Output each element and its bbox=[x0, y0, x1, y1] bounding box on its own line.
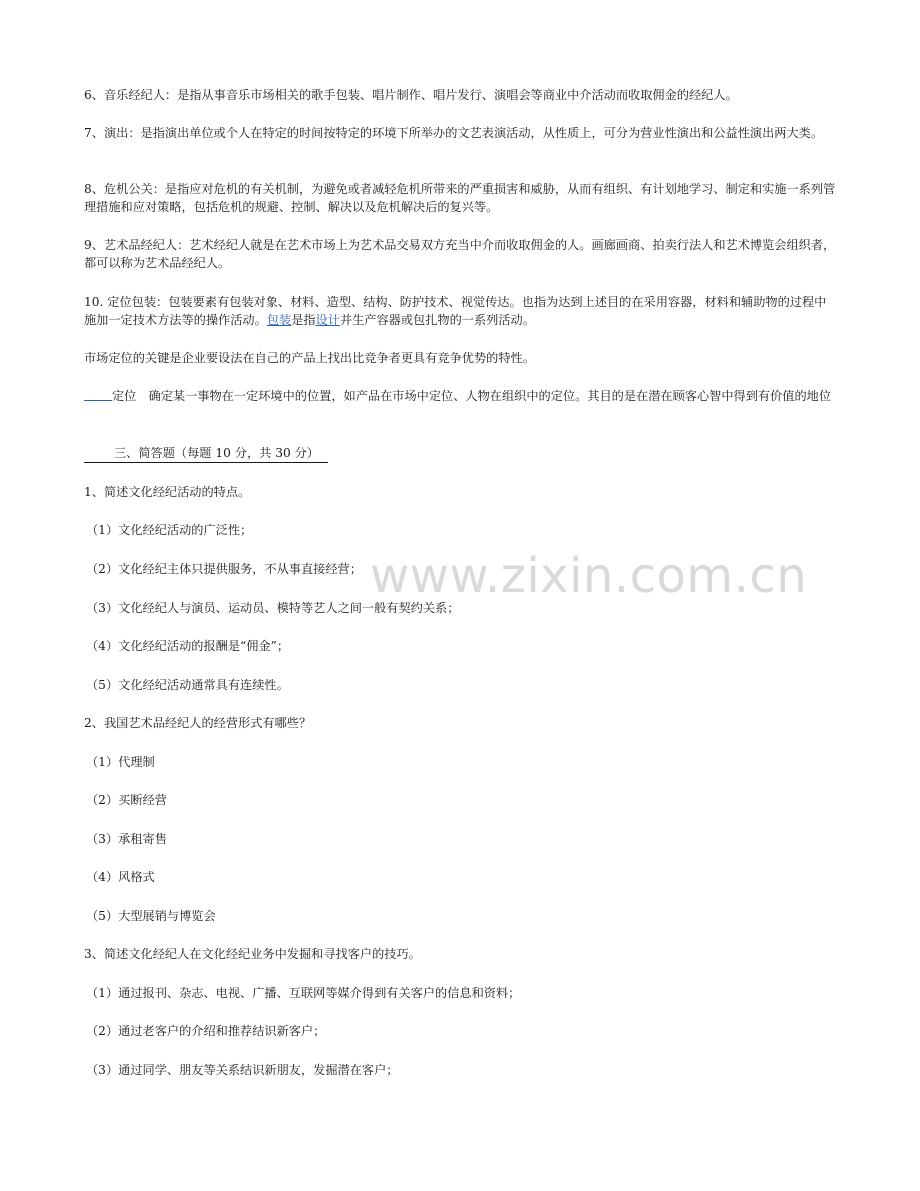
question-3-answer-2: （2）通过老客户的介绍和推荐结识新客户； bbox=[86, 1024, 326, 1038]
positioning-definition bbox=[84, 387, 836, 405]
question-1-answer-1: （1）文化经纪活动的广泛性； bbox=[86, 523, 253, 537]
question-3-answer-3: （3）通过同学、朋友等关系结识新朋友，发掘潜在客户； bbox=[86, 1063, 399, 1077]
definition-10 bbox=[84, 293, 836, 329]
definition-10-mid: 是指 bbox=[291, 313, 316, 327]
watermark: www.zixin.com.cn bbox=[370, 548, 808, 604]
positioning-text: 定位 确定某一事物在一定环境中的位置，如产品在市场中定位、人物在组织中的定位。其目的是在潜在顾客心智中得到有价值的地位 bbox=[112, 389, 832, 403]
question-2-answer-2: （2）买断经营 bbox=[86, 793, 167, 807]
question-3-answer-1: （1）通过报刊、杂志、电视、广播、互联网等媒介得到有关客户的信息和资料； bbox=[86, 986, 521, 1000]
question-1-answer-4: （4）文化经纪活动的报酬是“佣金”； bbox=[86, 639, 290, 653]
market-positioning-text: 市场定位的关键是企业要设法在自己的产品上找出比竞争者更具有竞争优势的特性。 bbox=[84, 351, 535, 365]
question-2-answer-4: （4）风格式 bbox=[86, 870, 155, 884]
question-1-title: 1、简述文化经纪活动的特点。 bbox=[84, 485, 251, 499]
definition-10-post: 并生产容器或包扎物的一系列活动。 bbox=[339, 313, 535, 327]
question-2-title: 2、我国艺术品经纪人的经营形式有哪些？ bbox=[84, 716, 312, 730]
question-2-answer-3: （3）承租寄售 bbox=[86, 832, 167, 846]
question-2-answer-5: （5）大型展销与博览会 bbox=[86, 909, 216, 923]
question-1-answer-5: （5）文化经纪活动通常具有连续性。 bbox=[86, 678, 289, 692]
fill-blank-line bbox=[84, 387, 112, 401]
question-1-answer-2: （2）文化经纪主体只提供服务，不从事直接经营； bbox=[86, 562, 362, 576]
definition-7: 7、演出：是指演出单位或个人在特定的时间按特定的环境下所举办的文艺表演活动，从性质上，可分为营业性演出和公益性演出两大类。 bbox=[84, 126, 824, 140]
definition-9: 9、艺术品经纪人：艺术经纪人就是在艺术市场上为艺术品交易双方充当中介而收取佣金的人。画廊画商、拍卖行法人和艺术博览会组织者，都可以称为艺术品经纪人。 bbox=[84, 238, 836, 270]
design-link[interactable]: 设计 bbox=[315, 313, 340, 327]
definition-10-text: 10. 定位包装：包装要素有包装对象、材料、造型、结构、防护技术、视觉传达。也指为达到上述目的在采用容器，材料和辅助物的过程中施加一定技术方法等的操作活动。 bbox=[84, 295, 827, 327]
section-title: 三、简答题（每题 10 分，共 30 分） bbox=[84, 444, 328, 463]
definition-6: 6、音乐经纪人：是指从事音乐市场相关的歌手包装、唱片制作、唱片发行、演唱会等商业中介活动而收取佣金的经纪人。 bbox=[84, 88, 738, 102]
question-3-title: 3、简述文化经纪人在文化经纪业务中发掘和寻找客户的技巧。 bbox=[84, 947, 421, 961]
question-1-answer-3: （3）文化经纪人与演员、运动员、模特等艺人之间一般有契约关系； bbox=[86, 601, 460, 615]
question-2-answer-1: （1）代理制 bbox=[86, 755, 155, 769]
definition-8: 8、危机公关：是指应对危机的有关机制，为避免或者减轻危机所带来的严重损害和威胁，从而有组织、有计划地学习、制定和实施一系列管理措施和应对策略，包括危机的规避、控制、解决以及危机解决后的复兴等。 bbox=[84, 182, 836, 214]
packaging-link[interactable]: 包装 bbox=[266, 313, 292, 327]
